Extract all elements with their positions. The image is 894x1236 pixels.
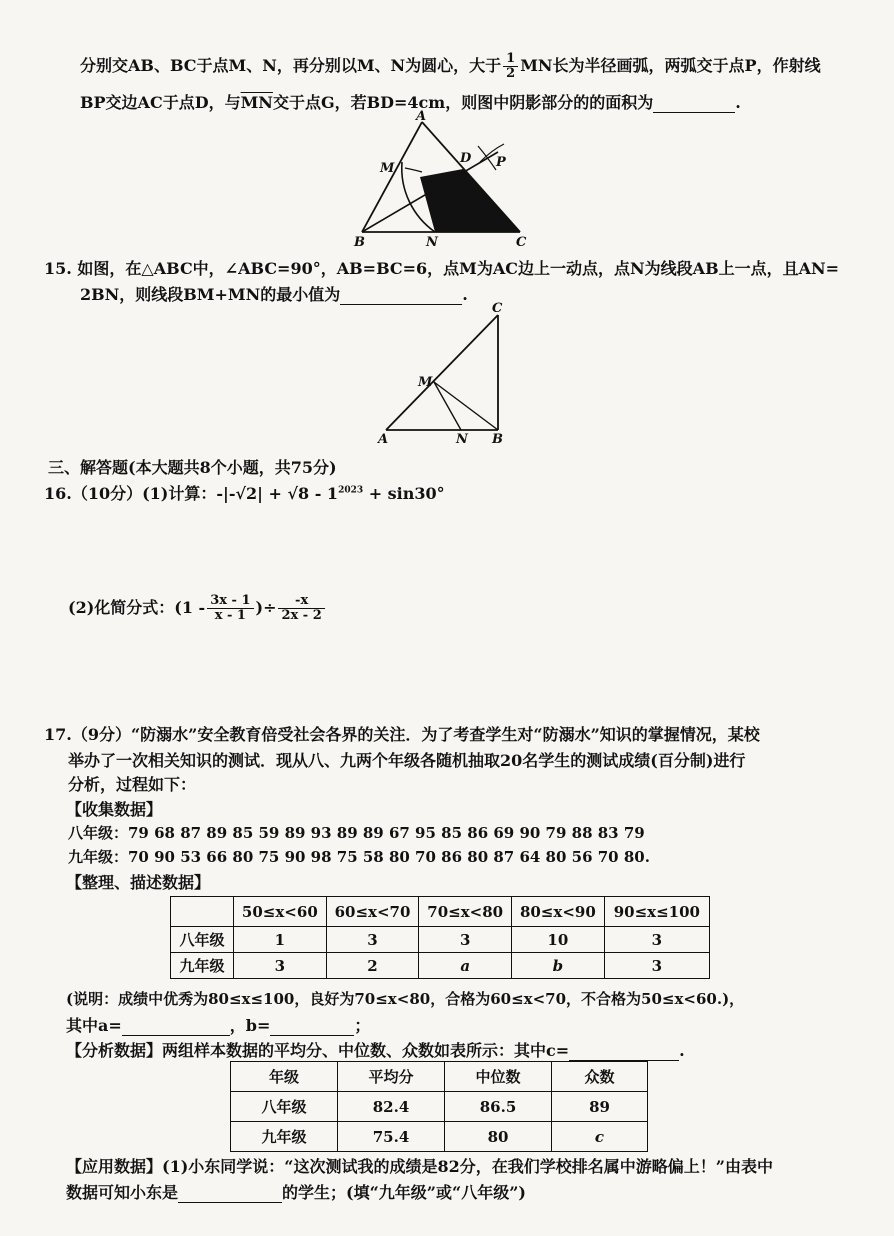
table-row bbox=[231, 1092, 648, 1122]
label-p: P bbox=[496, 155, 506, 170]
q16-part2-text-b: )÷ bbox=[255, 598, 277, 617]
label-g: G bbox=[424, 174, 436, 189]
side-ac bbox=[386, 315, 498, 430]
q14-line2-text-b: 交于点G，若BD=4cm，则图中阴影部分的的面积为 bbox=[272, 93, 654, 112]
q16-exponent: 2023 bbox=[338, 485, 364, 496]
freq-header-row bbox=[171, 897, 710, 927]
frac2-num: -x bbox=[278, 594, 324, 609]
q16-part1-text: 16.（10分）(1)计算：-|-√2| + √8 - 1 bbox=[44, 484, 339, 503]
q16-part2-text-a: (2)化简分式：(1 - bbox=[68, 598, 206, 617]
label-m: M bbox=[418, 375, 433, 390]
q17-line3: 分析，过程如下： bbox=[68, 775, 197, 794]
table-row bbox=[171, 927, 710, 953]
freq-header-cell: 90≤x≤100 bbox=[604, 897, 709, 927]
q15-line2-text: 2BN，则线段BM+MN的最小值为 bbox=[80, 285, 341, 304]
q14-answer-blank[interactable] bbox=[653, 96, 735, 113]
b-answer-blank[interactable] bbox=[270, 1019, 354, 1036]
grade8-data: 八年级：79 68 87 89 85 59 89 93 89 89 67 95 85 86 69 90 79 88 83 79 bbox=[68, 824, 645, 842]
stat-cell: 86.5 bbox=[445, 1092, 552, 1122]
q14-period: . bbox=[735, 93, 741, 112]
q16-part1 bbox=[44, 481, 445, 504]
q14-diagram bbox=[350, 110, 540, 250]
a-answer-blank[interactable] bbox=[122, 1019, 230, 1036]
label-c: C bbox=[492, 301, 503, 316]
frac1-num: 3x - 1 bbox=[207, 594, 253, 609]
stat-header-cell: 众数 bbox=[552, 1062, 648, 1092]
stat-header-cell: 平均分 bbox=[338, 1062, 445, 1092]
stat-header-cell: 中位数 bbox=[445, 1062, 552, 1092]
frac2-den: 2x - 2 bbox=[281, 608, 322, 623]
label-n: N bbox=[456, 432, 468, 446]
grade-answer-blank[interactable] bbox=[178, 1186, 282, 1203]
q14-line2-text-a: BP交边AC于点D，与 bbox=[80, 93, 241, 112]
freq-header-cell: 70≤x<80 bbox=[419, 897, 512, 927]
q14-line1-text-a: 分别交AB、BC于点M、N，再分别以M、N为圆心，大于 bbox=[80, 56, 502, 75]
freq-cell: 2 bbox=[326, 953, 419, 979]
q14-line1 bbox=[80, 52, 821, 81]
stat-cell: 89 bbox=[552, 1092, 648, 1122]
arc-tick-m bbox=[405, 168, 422, 172]
frac-den: 2 bbox=[506, 66, 516, 81]
stat-cell: 82.4 bbox=[338, 1092, 445, 1122]
arc-p-1 bbox=[478, 146, 496, 170]
label-d: D bbox=[460, 151, 472, 166]
q15-diagram bbox=[372, 300, 522, 446]
grading-note: (说明：成绩中优秀为80≤x≤100，良好为70≤x<80，合格为60≤x<70，不合格为50≤x<60.)， bbox=[66, 990, 745, 1008]
freq-header-cell: 50≤x<60 bbox=[234, 897, 327, 927]
organize-data-heading: 【整理、描述数据】 bbox=[66, 873, 211, 892]
b-label: ，b= bbox=[229, 1016, 271, 1035]
freq-cell: 10 bbox=[512, 927, 605, 953]
freq-cell: b bbox=[512, 953, 605, 979]
frequency-table bbox=[170, 896, 710, 979]
label-a: A bbox=[378, 432, 389, 446]
q17-line2: 举办了一次相关知识的测试．现从八、九两个年级各随机抽取20名学生的测试成绩(百分制)进行 bbox=[68, 751, 746, 770]
fraction-1 bbox=[207, 594, 253, 623]
a-label: 其中a= bbox=[66, 1016, 122, 1035]
stat-cell: 八年级 bbox=[231, 1092, 338, 1122]
frac-num: 1 bbox=[503, 52, 518, 67]
analyze-line bbox=[66, 1038, 685, 1061]
side-ab bbox=[362, 122, 422, 232]
label-m: M bbox=[380, 161, 395, 176]
freq-header-cell: 80≤x<90 bbox=[512, 897, 605, 927]
apply-line2 bbox=[66, 1180, 526, 1203]
q16-part2 bbox=[68, 594, 327, 623]
label-b: B bbox=[354, 235, 365, 250]
apply-line1: 【应用数据】(1)小东同学说：“这次测试我的成绩是82分，在我们学校排名属中游略偏上！”由表中 bbox=[66, 1157, 773, 1176]
arc-mn-label: $\overline{MN}$ bbox=[240, 93, 273, 112]
section-heading: 三、解答题(本大题共8个小题，共75分) bbox=[48, 458, 337, 477]
statistics-table bbox=[230, 1061, 648, 1152]
fraction-2 bbox=[278, 594, 324, 623]
freq-cell: 3 bbox=[234, 953, 327, 979]
label-a: A bbox=[416, 110, 427, 124]
label-c: C bbox=[516, 235, 527, 250]
stat-header-cell: 年级 bbox=[231, 1062, 338, 1092]
stat-cell: 九年级 bbox=[231, 1122, 338, 1152]
q15-line1: 15. 如图，在△ABC中，∠ABC=90°，AB=BC=6，点M为AC边上一动点，点N为线段AB上一点，且AN= bbox=[44, 259, 840, 278]
freq-header-cell bbox=[171, 897, 234, 927]
analyze-period: . bbox=[679, 1041, 685, 1060]
freq-cell: 3 bbox=[604, 927, 709, 953]
segment-mn bbox=[434, 382, 461, 430]
freq-cell: 1 bbox=[234, 927, 327, 953]
freq-cell: 3 bbox=[419, 927, 512, 953]
stat-cell: 75.4 bbox=[338, 1122, 445, 1152]
table-row bbox=[171, 953, 710, 979]
label-n: N bbox=[426, 235, 438, 250]
q16-part1-tail: + sin30° bbox=[363, 484, 445, 503]
apply-line2-text-b: 的学生；(填“九年级”或“八年级”) bbox=[282, 1183, 526, 1202]
q14-line1-text-b: MN长为半径画弧，两弧交于点P，作射线 bbox=[520, 56, 821, 75]
collect-data-heading: 【收集数据】 bbox=[66, 800, 163, 819]
ab-end: ； bbox=[354, 1016, 371, 1035]
frac1-den: x - 1 bbox=[214, 608, 246, 623]
freq-cell: 八年级 bbox=[171, 927, 234, 953]
stat-cell: 80 bbox=[445, 1122, 552, 1152]
table-row bbox=[231, 1122, 648, 1152]
segment-bm bbox=[434, 382, 498, 430]
fraction-half bbox=[503, 52, 518, 81]
stat-cell: c bbox=[552, 1122, 648, 1152]
analyze-heading: 【分析数据】两组样本数据的平均分、中位数、众数如表所示：其中c= bbox=[66, 1041, 570, 1060]
stat-header-row bbox=[231, 1062, 648, 1092]
freq-cell: a bbox=[419, 953, 512, 979]
freq-header-cell: 60≤x<70 bbox=[326, 897, 419, 927]
freq-cell: 3 bbox=[604, 953, 709, 979]
apply-line2-text-a: 数据可知小东是 bbox=[66, 1183, 179, 1202]
q15-period: . bbox=[462, 285, 468, 304]
freq-cell: 九年级 bbox=[171, 953, 234, 979]
grade9-data: 九年级：70 90 53 66 80 75 90 98 75 58 80 70 86 80 87 64 80 56 70 80. bbox=[68, 848, 650, 866]
ab-answer-line bbox=[66, 1013, 370, 1036]
c-answer-blank[interactable] bbox=[569, 1044, 679, 1061]
label-b: B bbox=[492, 432, 503, 446]
freq-cell: 3 bbox=[326, 927, 419, 953]
q17-line1: 17.（9分）“防溺水”安全教育倍受社会各界的关注．为了考查学生对“防溺水”知识的掌握情况，某校 bbox=[44, 725, 760, 744]
